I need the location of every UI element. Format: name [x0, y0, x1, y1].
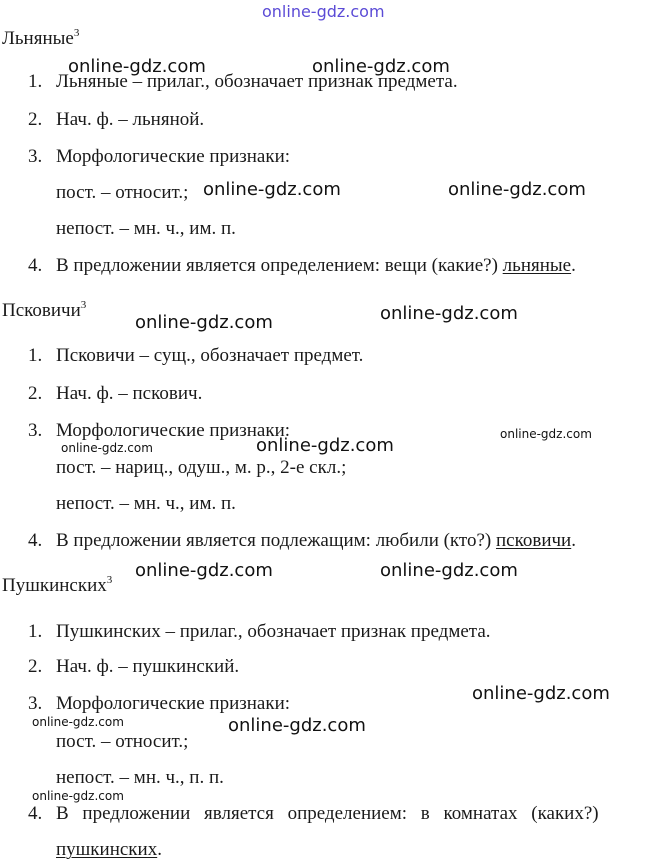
list-number: 3.: [28, 146, 43, 167]
feature-line: непост. – мн. ч., им. п.: [56, 493, 236, 514]
list-item-text: Нач. ф. – пушкинский.: [56, 656, 240, 677]
list-number: 1.: [28, 345, 43, 366]
list-item-text: Льняные – прилаг., обозначает признак предмета.: [56, 71, 458, 92]
list-item-text: Пушкинских – прилаг., обозначает признак предмета.: [56, 621, 491, 642]
watermark-small: online-gdz.com: [500, 427, 592, 441]
feature-line: пост. – нариц., одуш., м. р., 2-е скл.;: [56, 457, 347, 478]
section-heading: Псковичи$^3$: [2, 299, 87, 321]
watermark: online-gdz.com: [472, 683, 610, 704]
list-item-text: Нач. ф. – пскович.: [56, 383, 203, 404]
list-number: 2.: [28, 656, 43, 677]
list-number: 4.: [28, 255, 43, 276]
watermark-small: online-gdz.com: [32, 715, 124, 729]
section-heading: Льняные$^3$: [2, 27, 80, 49]
watermark: online-gdz.com: [312, 56, 450, 77]
list-number: 2.: [28, 109, 43, 130]
list-item-text: Морфологические признаки:: [56, 420, 291, 441]
list-item-text: Псковичи – сущ., обозначает предмет.: [56, 345, 364, 366]
watermark: online-gdz.com: [448, 179, 586, 200]
list-item-text: Нач. ф. – льняной.: [56, 109, 205, 130]
underlined-word: льняные: [502, 255, 572, 276]
watermark-top: online-gdz.com: [262, 2, 385, 21]
watermark: online-gdz.com: [228, 715, 366, 736]
list-number: 1.: [28, 621, 43, 642]
feature-line: непост. – мн. ч., им. п.: [56, 218, 236, 239]
list-item-text: Морфологические признаки:: [56, 146, 291, 167]
list-number: 3.: [28, 420, 43, 441]
feature-line: пост. – относит.;: [56, 731, 189, 752]
watermark-small: online-gdz.com: [61, 441, 153, 455]
watermark-small: online-gdz.com: [32, 789, 124, 803]
watermark: online-gdz.com: [68, 56, 206, 77]
list-number: 2.: [28, 383, 43, 404]
list-item-continuation: пушкинских.: [56, 839, 162, 860]
list-number: 4.: [28, 530, 43, 551]
watermark: online-gdz.com: [256, 435, 394, 456]
list-item-text: В предложении является определением: в комнатах (каких?): [56, 803, 599, 824]
watermark: online-gdz.com: [380, 560, 518, 581]
list-number: 1.: [28, 71, 43, 92]
underlined-word: пушкинских: [56, 839, 158, 860]
feature-line: непост. – мн. ч., п. п.: [56, 767, 224, 788]
list-number: 3.: [28, 693, 43, 714]
watermark: online-gdz.com: [380, 303, 518, 324]
underlined-word: псковичи: [495, 530, 572, 551]
list-item-text: Морфологические признаки:: [56, 693, 291, 714]
watermark: online-gdz.com: [203, 179, 341, 200]
feature-line: пост. – относит.;: [56, 182, 189, 203]
list-item-text: В предложении является подлежащим: любили (кто?) псковичи.: [56, 530, 576, 551]
watermark: online-gdz.com: [135, 560, 273, 581]
list-item-text: В предложении является определением: вещи (какие?) льняные.: [56, 255, 576, 276]
watermark: online-gdz.com: [135, 312, 273, 333]
list-number: 4.: [28, 803, 43, 824]
section-heading: Пушкинских$^3$: [2, 574, 113, 596]
